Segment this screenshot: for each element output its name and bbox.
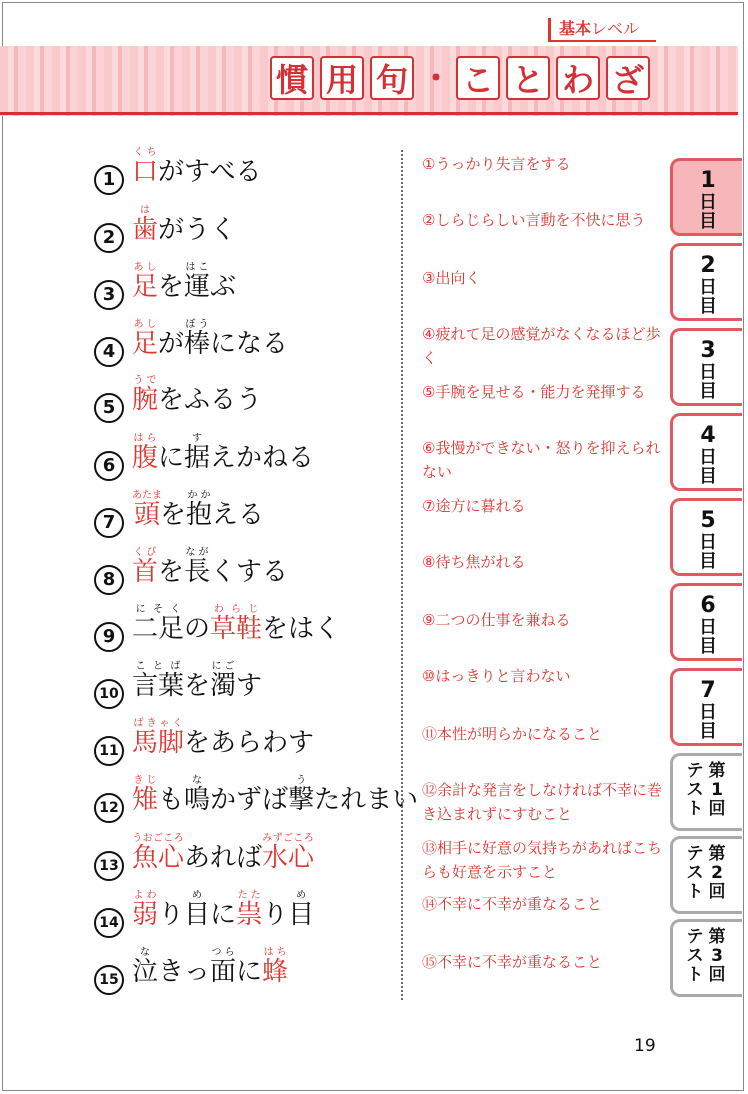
ruby-word [236, 890, 263, 930]
idiom-item [94, 203, 414, 259]
item-number: 8 [94, 565, 124, 595]
kanji-word: 頭 [132, 500, 162, 530]
furigana: うで [132, 375, 159, 386]
kana-text: あれば [184, 843, 263, 873]
idiom-phrase [132, 147, 262, 188]
tab-day-label: 日目 [699, 702, 717, 742]
kanji-word: 水心 [262, 843, 315, 873]
tab-day-number: 5 [700, 508, 716, 533]
test-label: テスト [686, 927, 704, 985]
tab-test-3[interactable] [670, 919, 742, 997]
item-number: 10 [94, 679, 124, 709]
level-label [548, 18, 656, 42]
idiom-item [94, 773, 419, 829]
item-number: 3 [94, 280, 124, 310]
furigana: め [184, 890, 211, 901]
idiom-phrase [132, 833, 314, 874]
item-number: 6 [94, 451, 124, 481]
furigana: はち [262, 947, 289, 958]
furigana: きじ [132, 775, 159, 786]
tab-day-4[interactable] [670, 413, 742, 491]
kana-text: をふるう [158, 385, 263, 415]
kanji-word: 言葉 [132, 671, 185, 701]
furigana: あたま [132, 490, 162, 501]
furigana: にご [210, 661, 237, 672]
kanji-word: 二足 [132, 614, 185, 644]
furigana: わらじ [210, 604, 263, 615]
meaning-text: ③出向く [422, 269, 481, 287]
kanji-word: 腕 [132, 385, 159, 415]
kana-text: を [158, 557, 185, 587]
furigana: はら [132, 433, 159, 444]
meaning-text: ⑨二つの仕事を兼ねる [422, 611, 571, 629]
kanji-word: 据 [184, 443, 211, 473]
meaning-text: ⑦途方に暮れる [422, 497, 526, 515]
test-label: テスト [686, 844, 704, 902]
page-title [270, 56, 650, 100]
kanji-word: 首 [132, 557, 159, 587]
kanji-word: 馬脚 [132, 728, 185, 758]
kanji-word: 腹 [132, 443, 159, 473]
tab-day-label: 日目 [699, 532, 717, 572]
ruby-word [262, 947, 289, 987]
ruby-word [132, 262, 159, 302]
kana-text: に [236, 957, 263, 987]
item-number: 1 [94, 165, 124, 195]
title-char: 用 [320, 56, 364, 100]
furigana: つら [210, 947, 237, 958]
item-number: 12 [94, 793, 124, 823]
kanji-word: 撃 [288, 785, 315, 815]
furigana: ばきゃく [132, 718, 185, 729]
meaning-text: ⑥我慢ができない・怒りを抑えられない [422, 439, 661, 481]
ruby-word [132, 775, 159, 815]
tab-day-label: 日目 [699, 362, 717, 402]
idiom-phrase [132, 319, 288, 360]
idiom-phrase [132, 604, 340, 645]
idiom-item [94, 545, 414, 601]
idiom-item [94, 431, 414, 487]
kana-text: がうく [158, 215, 237, 245]
furigana: くち [132, 147, 159, 158]
idiom-phrase [132, 890, 314, 931]
title-char: わ [556, 56, 600, 100]
tab-day-number: 7 [700, 678, 716, 703]
tab-day-label: 日目 [699, 617, 717, 657]
furigana: は [132, 205, 158, 216]
column-divider [401, 150, 403, 1000]
tab-day-1[interactable] [670, 158, 742, 236]
kanji-word: 足 [132, 329, 159, 359]
test-round: 第2回 [708, 844, 726, 902]
ruby-word [132, 947, 159, 987]
meaning-text: ⑩はっきりと言わない [422, 667, 571, 685]
idiom-phrase [132, 775, 418, 816]
furigana: ことば [132, 661, 184, 672]
idiom-phrase [132, 205, 236, 246]
title-char: ざ [606, 56, 650, 100]
idiom-item [94, 659, 414, 715]
furigana: な [132, 947, 158, 958]
meaning-text: ⑭不幸に不幸が重なること [422, 895, 603, 913]
kanji-word: 草鞋 [210, 614, 263, 644]
idiom-item [94, 945, 414, 1001]
kana-text: になる [210, 329, 289, 359]
item-number: 15 [94, 965, 124, 995]
level-word: レベル [591, 19, 640, 38]
item-number: 11 [94, 736, 124, 766]
title-char: 句 [370, 56, 414, 100]
tab-day-label: 日目 [699, 447, 717, 487]
idiom-item [94, 260, 414, 316]
ruby-word [132, 205, 159, 245]
ruby-word [288, 775, 315, 815]
kanji-word: 棒 [184, 329, 211, 359]
kana-text: えかねる [210, 443, 315, 473]
kanji-word: 雉 [132, 785, 159, 815]
idiom-phrase [132, 262, 236, 303]
item-number: 2 [94, 223, 124, 253]
kanji-word: 足 [132, 272, 159, 302]
furigana: みずごころ [262, 833, 315, 844]
furigana: す [184, 433, 211, 444]
idiom-item [94, 488, 414, 544]
meaning-text: ⑫余計な発言をしなければ不幸に巻き込まれずにすむこと [422, 781, 663, 823]
tab-day-6[interactable] [670, 583, 742, 661]
tab-test-2[interactable] [670, 836, 742, 914]
ruby-word [184, 775, 211, 815]
ruby-word [210, 604, 263, 644]
kanji-word: 歯 [132, 215, 159, 245]
kanji-word: 蜂 [262, 957, 289, 987]
test-label: テスト [686, 761, 704, 819]
test-round: 第1回 [708, 761, 726, 819]
meaning-text: ⑧待ち焦がれる [422, 553, 526, 571]
item-number: 13 [94, 851, 124, 881]
kana-text: たれまい [314, 785, 419, 815]
furigana: う [288, 775, 315, 786]
kana-text: を [160, 500, 187, 530]
title-char: 慣 [270, 56, 314, 100]
idiom-item [94, 373, 414, 429]
tab-day-label: 日目 [699, 277, 717, 317]
banner-underline [0, 112, 738, 115]
ruby-word [262, 833, 315, 873]
kana-text: す [236, 671, 263, 701]
ruby-word [132, 319, 159, 359]
furigana: たた [236, 890, 263, 901]
meaning-text: ⑤手腕を見せる・能力を発揮する [422, 383, 646, 401]
tab-day-number: 1 [700, 168, 716, 193]
furigana: にそく [132, 604, 184, 615]
idiom-phrase [132, 433, 314, 474]
kana-text: くする [210, 557, 289, 587]
kana-text: をあらわす [184, 728, 315, 758]
kana-text: が [158, 329, 185, 359]
kanji-word: 祟 [236, 900, 263, 930]
ruby-word [186, 490, 213, 530]
idiom-phrase [132, 375, 262, 416]
ruby-word [132, 604, 185, 644]
ruby-word [184, 319, 211, 359]
furigana: よわ [132, 890, 159, 901]
kana-text: を [184, 671, 211, 701]
kanji-word: 魚心 [132, 843, 185, 873]
kana-text: も [158, 785, 185, 815]
kana-text: の [184, 614, 211, 644]
kana-text: り [158, 900, 185, 930]
ruby-word [132, 547, 159, 587]
furigana: かか [186, 490, 213, 501]
tab-day-number: 4 [700, 423, 716, 448]
idiom-phrase [132, 661, 262, 702]
meaning-text: ②しらじらしい言動を不快に思う [422, 211, 646, 229]
item-number: 14 [94, 908, 124, 938]
kana-text: かずば [210, 785, 289, 815]
furigana: くび [132, 547, 159, 558]
tab-day-number: 3 [700, 338, 716, 363]
kanji-word: 長 [184, 557, 211, 587]
item-number: 4 [94, 337, 124, 367]
ruby-word [132, 147, 159, 187]
title-char: こ [456, 56, 500, 100]
title-char: ・ [420, 59, 453, 97]
kana-text: ぶ [210, 272, 237, 302]
kana-text: える [212, 500, 265, 530]
ruby-word [132, 661, 185, 701]
tab-day-number: 2 [700, 253, 716, 278]
idiom-item [94, 602, 414, 658]
tab-test-1[interactable] [670, 753, 742, 831]
idiom-phrase [132, 947, 288, 988]
furigana: ぼう [184, 319, 211, 330]
idiom-phrase [132, 718, 314, 759]
kanji-word: 抱 [186, 500, 213, 530]
ruby-word [132, 490, 162, 530]
test-round: 第3回 [708, 927, 726, 985]
kanji-word: 濁 [210, 671, 237, 701]
tab-day-number: 6 [700, 593, 716, 618]
kana-text: り [262, 900, 289, 930]
kana-text: に [158, 443, 185, 473]
furigana: なが [184, 547, 211, 558]
tab-day-3[interactable] [670, 328, 742, 406]
kanji-word: 弱 [132, 900, 159, 930]
ruby-word [184, 433, 211, 473]
ruby-word [288, 890, 315, 930]
furigana: め [288, 890, 315, 901]
tab-day-7[interactable] [670, 668, 742, 746]
kanji-word: 鳴 [184, 785, 211, 815]
meaning-text: ⑪本性が明らかになること [422, 725, 603, 743]
item-number: 9 [94, 622, 124, 652]
meaning-text: ①うっかり失言をする [422, 155, 571, 173]
kana-text: がすべる [158, 157, 262, 187]
furigana: はこ [184, 262, 211, 273]
idiom-phrase [132, 490, 264, 531]
kanji-word: 目 [184, 900, 211, 930]
kana-text: を [158, 272, 185, 302]
kana-text: に [210, 900, 237, 930]
tab-day-label: 日目 [699, 192, 717, 232]
idiom-item [94, 716, 414, 772]
meaning-text: ④疲れて足の感覚がなくなるほど歩く [422, 325, 661, 367]
furigana: な [184, 775, 211, 786]
ruby-word [184, 890, 211, 930]
ruby-word [184, 262, 211, 302]
kanji-word: 泣 [132, 957, 159, 987]
idiom-item [94, 888, 414, 944]
ruby-word [132, 833, 185, 873]
kanji-word: 口 [132, 157, 159, 187]
ruby-word [132, 718, 185, 758]
idiom-item [94, 831, 414, 887]
kanji-word: 面 [210, 957, 237, 987]
item-number: 7 [94, 508, 124, 538]
furigana: あし [132, 319, 159, 330]
item-number: 5 [94, 393, 124, 423]
tab-day-2[interactable] [670, 243, 742, 321]
kana-text: をはく [262, 614, 341, 644]
ruby-word [132, 433, 159, 473]
kanji-word: 運 [184, 272, 211, 302]
meaning-text: ⑬相手に好意の気持ちがあればこちらも好意を示すこと [422, 839, 663, 881]
idiom-item [94, 317, 414, 373]
title-char: と [506, 56, 550, 100]
tab-day-5[interactable] [670, 498, 742, 576]
ruby-word [210, 661, 237, 701]
idiom-item [94, 145, 414, 201]
furigana: あし [132, 262, 159, 273]
ruby-word [210, 947, 237, 987]
ruby-word [184, 547, 211, 587]
meaning-text: ⑮不幸に不幸が重なること [422, 953, 603, 971]
kanji-word: 目 [288, 900, 315, 930]
page-number: 19 [634, 1036, 656, 1056]
idiom-phrase [132, 547, 288, 588]
furigana: うおごころ [132, 833, 184, 844]
level-basic: 基本 [559, 19, 592, 38]
kana-text: きっ [158, 957, 211, 987]
ruby-word [132, 375, 159, 415]
ruby-word [132, 890, 159, 930]
